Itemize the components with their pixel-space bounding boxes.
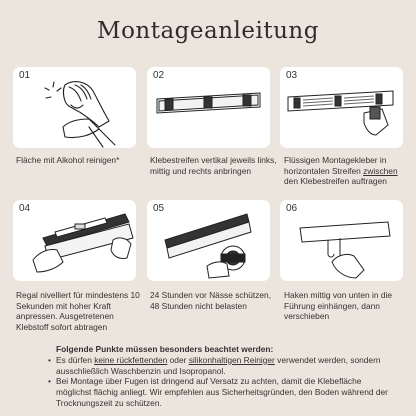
step-number: 03 (286, 70, 298, 81)
step-caption-06: Haken mittig von unten in die Führung einhängen, dann verschieben (284, 290, 393, 321)
note-item-2: • Bei Montage über Fugen ist dringend auf Versatz zu achten, damit die Klebefläche möglichst flächig anliegt. Wir empfehlen aus Sicherheitsgründen, den Boden während der Trocknungszeit zu schützen. (48, 376, 398, 408)
hook-hang-icon (280, 200, 403, 281)
step-caption-01: Fläche mit Alkohol reinigen* (16, 155, 120, 165)
step-card-05 (147, 200, 270, 281)
rail-strips-icon (147, 67, 270, 148)
step-card-06 (280, 200, 403, 281)
step-card-01 (13, 67, 136, 148)
step-number: 04 (19, 203, 31, 214)
important-notes (48, 344, 398, 409)
step-number: 02 (153, 70, 165, 81)
step-number: 05 (153, 203, 165, 214)
timer-wait-icon (147, 200, 270, 281)
step-card-04 (13, 200, 136, 281)
glue-application-icon (280, 67, 403, 148)
underlined-word: zwischen (363, 165, 398, 176)
page-title: Montageanleitung (97, 18, 319, 44)
step-caption-05: 24 Stunden vor Nässe schützen, 48 Stunden nicht belasten (150, 290, 272, 311)
notes-heading: Folgende Punkte müssen besonders beachtet werden: (56, 344, 274, 354)
step-number: 06 (286, 203, 298, 214)
step-card-03 (280, 67, 403, 148)
hand-wiping-icon (13, 67, 136, 148)
step-number: 01 (19, 70, 31, 81)
step-caption-02: Klebestreifen vertikal jeweils links, mittig und rechts anbringen (150, 155, 277, 176)
note-item-1: • Es dürfen keine rückfettenden oder silikonhaltigen Reiniger verwendet werden, sondern ausschließlich Waschbenzin und Isopropanol. (48, 355, 398, 377)
level-press-icon (13, 200, 136, 281)
step-card-02 (147, 67, 270, 148)
step-caption-04: Regal nivelliert für mindestens 10 Sekunden mit hoher Kraft anpressen. Ausgetretenen Klebstoff sofort abtragen (16, 290, 140, 332)
step-caption-03: Flüssigen Montagekleber in horizontalen Streifen zwischen den Klebestreifen auftragen (284, 155, 398, 186)
